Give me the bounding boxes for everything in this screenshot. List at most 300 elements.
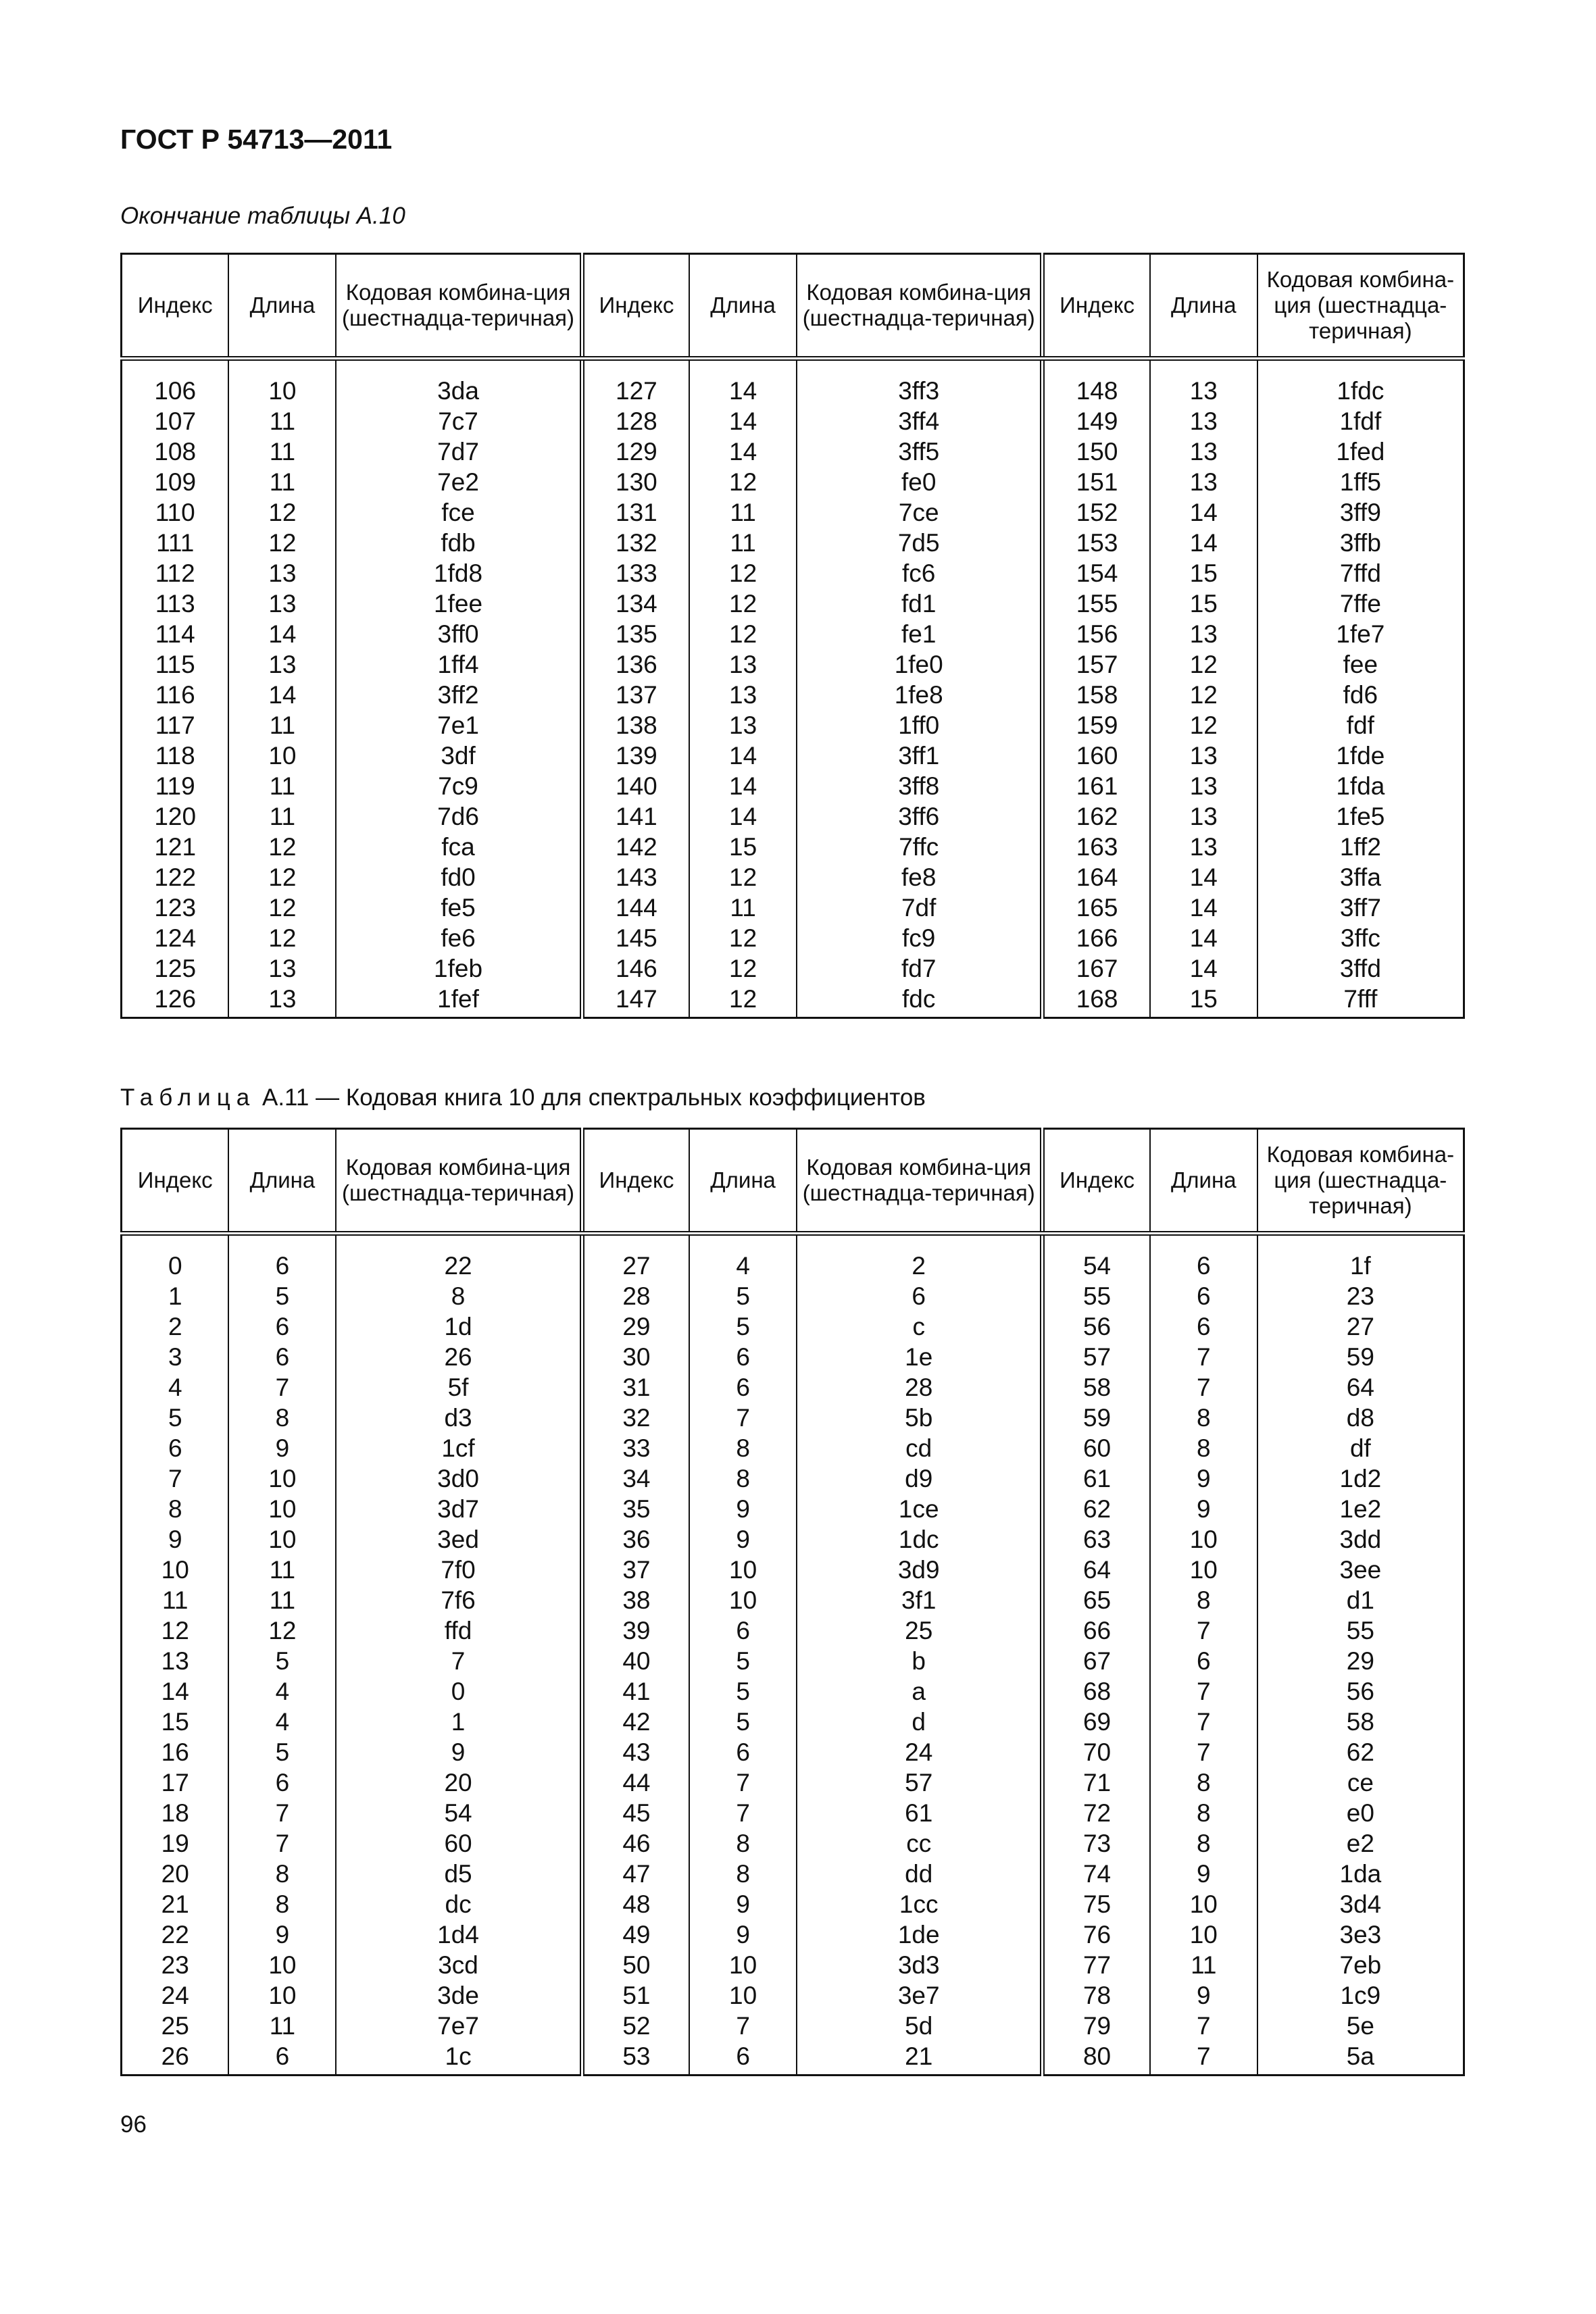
code-cell: 56 [1346, 1678, 1374, 1705]
length-cell: 8 [736, 1860, 750, 1888]
length-cell: 10 [1189, 1526, 1218, 1553]
code-cell: 3ff2 [437, 681, 479, 709]
code-column [1257, 1234, 1464, 2076]
length-cell: 13 [729, 681, 757, 709]
length-cell: 6 [275, 1252, 290, 1280]
length-cell: 14 [729, 772, 757, 800]
index-cell: 130 [616, 468, 657, 496]
index-cell: 45 [622, 1799, 651, 1827]
code-cell: fe8 [901, 863, 937, 891]
length-cell: 12 [1189, 711, 1218, 739]
length-cell: 11 [269, 438, 296, 466]
code-cell: fe1 [901, 620, 937, 648]
index-cell: 16 [161, 1738, 189, 1766]
length-cell: 9 [736, 1495, 750, 1523]
index-cell: 60 [1082, 1434, 1112, 1462]
length-cell: 14 [1189, 924, 1218, 952]
length-cell: 13 [1189, 438, 1218, 466]
code-cell: 3ed [437, 1526, 479, 1553]
code-cell: 2 [912, 1252, 926, 1280]
length-cell: 8 [1196, 1404, 1211, 1432]
index-cell: 80 [1082, 2042, 1112, 2070]
length-cell: 10 [729, 1982, 757, 2009]
length-cell: 11 [269, 1556, 296, 1584]
index-cell: 26 [161, 2042, 189, 2070]
index-cell: 157 [1076, 651, 1118, 678]
index-cell: 61 [1082, 1465, 1112, 1492]
code-cell: 61 [905, 1799, 933, 1827]
index-cell: 71 [1082, 1769, 1112, 1796]
index-cell: 48 [622, 1890, 651, 1918]
length-cell: 8 [736, 1434, 750, 1462]
index-cell: 34 [622, 1465, 651, 1492]
column-header-length: Длина [1150, 1129, 1257, 1234]
length-cell: 12 [729, 468, 757, 496]
length-cell: 12 [268, 1617, 297, 1644]
length-cell: 8 [275, 1890, 290, 1918]
length-cell: 11 [269, 772, 296, 800]
index-cell: 141 [616, 803, 657, 830]
length-cell: 15 [1189, 590, 1218, 618]
index-cell: 116 [155, 681, 195, 709]
code-cell: 3ff5 [898, 438, 940, 466]
index-cell: 24 [161, 1982, 189, 2009]
index-cell: 155 [1076, 590, 1118, 618]
code-cell: 1fde [1336, 742, 1385, 770]
index-cell: 0 [168, 1252, 182, 1280]
index-cell: 136 [616, 651, 657, 678]
length-cell: 6 [736, 1374, 750, 1401]
index-cell: 150 [1076, 438, 1118, 466]
length-cell: 12 [729, 620, 757, 648]
table-body-row [122, 359, 1464, 1018]
length-cell: 7 [1196, 2012, 1211, 2040]
length-cell: 7 [275, 1799, 290, 1827]
length-cell: 7 [1196, 1617, 1211, 1644]
index-cell: 151 [1076, 468, 1118, 496]
length-cell: 13 [1189, 833, 1218, 861]
length-cell: 4 [275, 1708, 290, 1736]
column-header-length: Длина [228, 254, 336, 359]
code-cell: 55 [1346, 1617, 1374, 1644]
index-cell: 31 [622, 1374, 651, 1401]
index-cell: 68 [1082, 1678, 1112, 1705]
length-cell: 7 [275, 1830, 290, 1857]
length-cell: 14 [1189, 529, 1218, 557]
code-cell: 3ffb [1339, 529, 1381, 557]
length-cell: 7 [736, 2012, 750, 2040]
index-column [122, 1234, 229, 2076]
length-cell: 11 [730, 529, 756, 557]
length-cell: 13 [1189, 407, 1218, 435]
code-cell: c [912, 1313, 925, 1340]
index-cell: 107 [154, 407, 197, 435]
code-cell: 7e2 [437, 468, 479, 496]
length-cell: 10 [268, 1465, 297, 1492]
index-cell: 2 [168, 1313, 182, 1340]
index-cell: 72 [1082, 1799, 1112, 1827]
code-cell: 3cd [438, 1951, 478, 1979]
length-cell: 14 [268, 620, 297, 648]
length-cell: 9 [1196, 1495, 1211, 1523]
length-cell: 11 [269, 2012, 296, 2040]
index-cell: 122 [154, 863, 197, 891]
length-cell: 13 [729, 651, 757, 678]
code-cell: dc [445, 1890, 472, 1918]
code-cell: 1f [1349, 1252, 1371, 1280]
length-cell: 5 [736, 1678, 750, 1705]
index-column [582, 1234, 689, 2076]
code-cell: e2 [1346, 1830, 1374, 1857]
length-cell: 5 [736, 1282, 750, 1310]
length-cell: 11 [730, 894, 756, 922]
code-cell: 7c7 [438, 407, 478, 435]
length-cell: 10 [268, 742, 297, 770]
length-cell: 6 [1196, 1313, 1211, 1340]
code-cell: fe5 [441, 894, 476, 922]
code-cell: 9 [451, 1738, 466, 1766]
length-cell: 14 [729, 742, 757, 770]
code-cell: 3ff1 [898, 742, 940, 770]
length-cell: 8 [1196, 1586, 1211, 1614]
length-cell: 12 [729, 863, 757, 891]
code-cell: df [1349, 1434, 1371, 1462]
length-cell: 7 [736, 1404, 750, 1432]
length-cell: 14 [729, 407, 757, 435]
column-header-length: Длина [689, 254, 797, 359]
code-column [336, 1234, 582, 2076]
index-cell: 56 [1082, 1313, 1112, 1340]
code-cell: 3ffa [1339, 863, 1381, 891]
length-cell: 6 [1196, 1647, 1211, 1675]
length-cell: 12 [268, 499, 297, 526]
length-cell: 12 [729, 985, 757, 1013]
index-cell: 64 [1082, 1556, 1112, 1584]
column-header-index: Индекс [582, 254, 689, 359]
length-cell: 13 [1189, 772, 1218, 800]
index-cell: 149 [1076, 407, 1118, 435]
index-cell: 8 [168, 1495, 182, 1523]
code-cell: 3d4 [1339, 1890, 1382, 1918]
code-cell: 1ce [898, 1495, 939, 1523]
length-cell: 8 [1196, 1434, 1211, 1462]
code-cell: 7e7 [437, 2012, 479, 2040]
length-cell: 11 [269, 407, 296, 435]
index-cell: 38 [622, 1586, 651, 1614]
index-cell: 52 [622, 2012, 651, 2040]
code-cell: 3e3 [1339, 1921, 1382, 1948]
index-cell: 3 [168, 1343, 182, 1371]
length-cell: 5 [736, 1708, 750, 1736]
index-cell: 135 [616, 620, 657, 648]
length-cell: 10 [1189, 1556, 1218, 1584]
code-cell: 7df [901, 894, 937, 922]
index-cell: 159 [1076, 711, 1118, 739]
index-cell: 144 [616, 894, 657, 922]
code-cell: ffd [444, 1617, 472, 1644]
length-cell: 13 [1189, 468, 1218, 496]
page-number: 96 [120, 2111, 147, 2138]
code-cell: d9 [905, 1465, 933, 1492]
index-cell: 29 [622, 1313, 651, 1340]
code-cell: 1 [451, 1708, 466, 1736]
code-cell: fd1 [901, 590, 937, 618]
code-cell: 1dc [898, 1526, 939, 1553]
index-cell: 125 [154, 955, 197, 982]
column-header-code: Кодовая комбина-ция (шестнадца-теричная) [1257, 254, 1464, 359]
index-cell: 41 [622, 1678, 651, 1705]
index-cell: 124 [154, 924, 197, 952]
length-cell: 9 [736, 1890, 750, 1918]
code-cell: 62 [1346, 1738, 1374, 1766]
index-cell: 55 [1082, 1282, 1112, 1310]
code-cell: 7c9 [438, 772, 478, 800]
code-cell: 7ffe [1339, 590, 1381, 618]
length-cell: 10 [1189, 1890, 1218, 1918]
length-column [689, 1234, 797, 2076]
length-cell: 5 [736, 1647, 750, 1675]
length-cell: 14 [729, 377, 757, 405]
index-cell: 142 [616, 833, 657, 861]
index-cell: 134 [616, 590, 657, 618]
index-cell: 23 [161, 1951, 189, 1979]
code-cell: 3da [437, 377, 479, 405]
code-cell: 7f6 [441, 1586, 476, 1614]
code-cell: fd7 [901, 955, 937, 982]
column-header-code: Кодовая комбина-ция (шестнадца-теричная) [336, 1129, 582, 1234]
length-cell: 8 [1196, 1769, 1211, 1796]
index-cell: 146 [616, 955, 657, 982]
index-cell: 128 [616, 407, 657, 435]
index-cell: 1 [168, 1282, 182, 1310]
code-cell: 3ff6 [898, 803, 940, 830]
code-cell: 29 [1346, 1647, 1374, 1675]
code-cell: 1da [1339, 1860, 1382, 1888]
length-cell: 11 [1191, 1951, 1217, 1979]
length-cell: 13 [268, 985, 297, 1013]
length-cell: 14 [1189, 863, 1218, 891]
index-cell: 33 [622, 1434, 651, 1462]
length-cell: 10 [268, 377, 297, 405]
code-cell: fc9 [902, 924, 936, 952]
index-cell: 9 [168, 1526, 182, 1553]
index-cell: 140 [616, 772, 657, 800]
index-cell: 25 [161, 2012, 189, 2040]
length-cell: 7 [736, 1769, 750, 1796]
index-cell: 163 [1076, 833, 1118, 861]
length-cell: 9 [736, 1921, 750, 1948]
index-cell: 19 [161, 1830, 189, 1857]
table-a11-caption-prefix: Таблица [120, 1084, 256, 1111]
code-cell: 1fe8 [894, 681, 943, 709]
code-cell: 5d [905, 2012, 933, 2040]
table-a11-caption-title: А.11 — Кодовая книга 10 для спектральных коэффициентов [261, 1084, 926, 1111]
length-cell: 7 [1196, 1343, 1211, 1371]
index-cell: 22 [161, 1921, 189, 1948]
index-cell: 166 [1076, 924, 1118, 952]
code-cell: 1d4 [437, 1921, 479, 1948]
code-cell: 3d3 [897, 1951, 940, 1979]
code-cell: 7d5 [897, 529, 940, 557]
index-cell: 18 [161, 1799, 189, 1827]
index-cell: 148 [1076, 377, 1118, 405]
length-cell: 6 [1196, 1252, 1211, 1280]
code-cell: 24 [905, 1738, 933, 1766]
length-cell: 10 [268, 1982, 297, 2009]
index-cell: 7 [168, 1465, 182, 1492]
length-cell: 8 [275, 1860, 290, 1888]
length-cell: 9 [1196, 1860, 1211, 1888]
code-cell: 1fef [437, 985, 479, 1013]
index-cell: 73 [1082, 1830, 1112, 1857]
length-cell: 6 [275, 1769, 290, 1796]
code-cell: 20 [444, 1769, 472, 1796]
code-cell: 1fe5 [1336, 803, 1385, 830]
index-column [1043, 1234, 1150, 2076]
index-cell: 43 [622, 1738, 651, 1766]
index-cell: 69 [1082, 1708, 1112, 1736]
table-a11-caption [120, 1084, 926, 1111]
code-cell: 1fee [434, 590, 483, 618]
code-cell: 23 [1346, 1282, 1374, 1310]
code-cell: d8 [1346, 1404, 1374, 1432]
index-cell: 28 [622, 1282, 651, 1310]
index-cell: 162 [1076, 803, 1118, 830]
code-cell: 26 [444, 1343, 472, 1371]
code-cell: 3ffc [1340, 924, 1380, 952]
code-cell: 1ff4 [437, 651, 479, 678]
code-cell: fe6 [441, 924, 476, 952]
index-cell: 161 [1076, 772, 1118, 800]
index-cell: 152 [1076, 499, 1118, 526]
index-cell: 40 [622, 1647, 651, 1675]
index-cell: 54 [1082, 1252, 1112, 1280]
index-cell: 12 [161, 1617, 189, 1644]
length-cell: 12 [268, 529, 297, 557]
length-column [228, 1234, 336, 2076]
code-cell: 3dd [1339, 1526, 1382, 1553]
index-cell: 117 [155, 711, 195, 739]
length-column [228, 359, 336, 1018]
index-cell: 10 [161, 1556, 189, 1584]
length-cell: 13 [1189, 620, 1218, 648]
index-cell: 126 [154, 985, 197, 1013]
index-cell: 74 [1082, 1860, 1112, 1888]
code-cell: 1fed [1336, 438, 1385, 466]
length-cell: 11 [269, 711, 296, 739]
length-cell: 14 [1189, 955, 1218, 982]
length-cell: 9 [1196, 1982, 1211, 2009]
index-cell: 127 [616, 377, 657, 405]
index-cell: 42 [622, 1708, 651, 1736]
length-cell: 11 [269, 803, 296, 830]
code-cell: 5a [1346, 2042, 1374, 2070]
length-cell: 8 [1196, 1799, 1211, 1827]
column-header-index: Индекс [122, 254, 229, 359]
length-cell: 9 [275, 1921, 290, 1948]
code-cell: 57 [905, 1769, 933, 1796]
length-cell: 13 [268, 590, 297, 618]
column-header-code: Кодовая комбина-ция (шестнадца-теричная) [797, 254, 1043, 359]
index-cell: 13 [161, 1647, 189, 1675]
code-cell: 7 [451, 1647, 466, 1675]
code-cell: 22 [444, 1252, 472, 1280]
length-cell: 11 [269, 468, 296, 496]
index-column [1043, 359, 1150, 1018]
length-cell: 8 [736, 1830, 750, 1857]
length-cell: 7 [1196, 1738, 1211, 1766]
index-cell: 50 [622, 1951, 651, 1979]
column-header-index: Индекс [122, 1129, 229, 1234]
index-cell: 76 [1082, 1921, 1112, 1948]
code-cell: fca [441, 833, 475, 861]
length-cell: 10 [729, 1586, 757, 1614]
index-cell: 158 [1076, 681, 1118, 709]
length-cell: 12 [268, 833, 297, 861]
length-cell: 13 [1189, 742, 1218, 770]
code-cell: fce [441, 499, 475, 526]
length-cell: 6 [736, 1343, 750, 1371]
length-cell: 15 [729, 833, 757, 861]
length-cell: 12 [268, 924, 297, 952]
code-cell: fc6 [902, 559, 936, 587]
code-cell: 0 [451, 1678, 466, 1705]
column-header-length: Длина [228, 1129, 336, 1234]
index-cell: 75 [1082, 1890, 1112, 1918]
length-cell: 12 [729, 590, 757, 618]
index-cell: 39 [622, 1617, 651, 1644]
code-cell: 54 [444, 1799, 472, 1827]
column-header-index: Индекс [1043, 1129, 1150, 1234]
length-cell: 11 [269, 1586, 296, 1614]
length-cell: 10 [268, 1495, 297, 1523]
column-header-code: Кодовая комбина-ция (шестнадца-теричная) [797, 1129, 1043, 1234]
index-cell: 143 [616, 863, 657, 891]
column-header-code: Кодовая комбина-ция (шестнадца-теричная) [1257, 1129, 1464, 1234]
index-cell: 14 [161, 1678, 189, 1705]
index-cell: 53 [622, 2042, 651, 2070]
index-cell: 70 [1082, 1738, 1112, 1766]
length-cell: 12 [1189, 651, 1218, 678]
length-cell: 10 [1189, 1921, 1218, 1948]
code-cell: 3ff9 [1339, 499, 1381, 526]
index-cell: 63 [1082, 1526, 1112, 1553]
code-cell: d [912, 1708, 926, 1736]
index-cell: 77 [1082, 1951, 1112, 1979]
document-header: ГОСТ Р 54713—2011 [120, 124, 393, 155]
code-cell: 7eb [1339, 1951, 1382, 1979]
length-cell: 10 [729, 1951, 757, 1979]
code-cell: d3 [444, 1404, 472, 1432]
length-cell: 9 [736, 1526, 750, 1553]
index-cell: 32 [622, 1404, 651, 1432]
code-cell: 1d2 [1339, 1465, 1382, 1492]
code-cell: b [912, 1647, 926, 1675]
index-cell: 119 [155, 772, 195, 800]
code-cell: 7fff [1343, 985, 1378, 1013]
index-cell: 121 [154, 833, 197, 861]
code-cell: 60 [444, 1830, 472, 1857]
code-cell: fd0 [441, 863, 476, 891]
index-cell: 58 [1082, 1374, 1112, 1401]
code-cell: 3df [441, 742, 476, 770]
code-cell: 3ff8 [898, 772, 940, 800]
index-cell: 114 [155, 620, 195, 648]
code-cell: 5f [447, 1374, 469, 1401]
length-cell: 5 [736, 1313, 750, 1340]
code-cell: 3ff4 [898, 407, 940, 435]
code-cell: 1d [444, 1313, 472, 1340]
